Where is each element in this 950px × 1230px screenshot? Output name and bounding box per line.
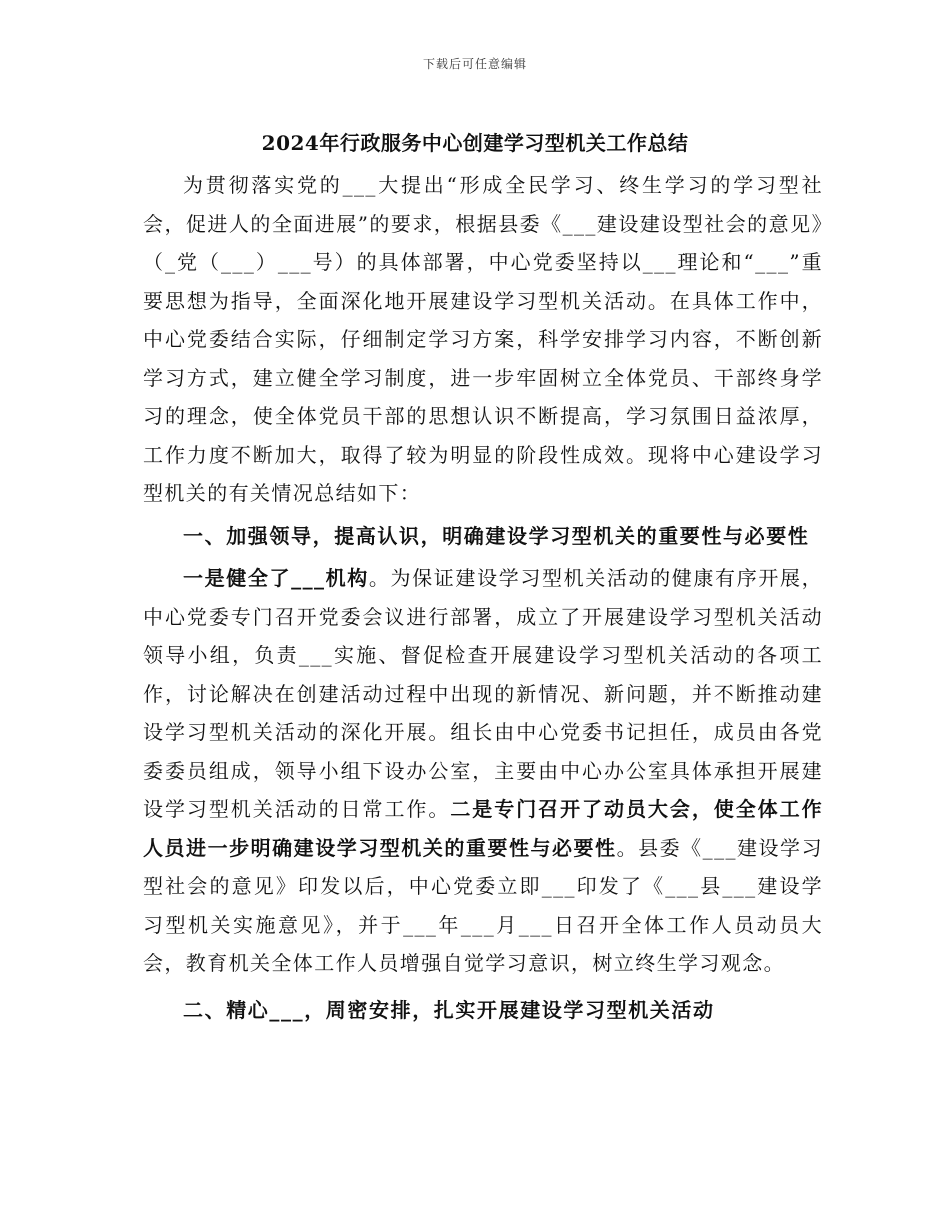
- header-note: 下载后可任意编辑: [422, 57, 527, 71]
- section-1-paragraph: [143, 559, 823, 983]
- body-text-2: 。县委《___建设学习型社会的意见》印发以后，中心党委立即___印发了《___县___建设学习型机关实施意见》，并于___年___月___日召开全体工作人员动员大会，教育机关全体工作人员增强自觉学习意识，树立终生学习观念。: [143, 835, 823, 975]
- section-heading-1: 一、加强领导，提高认识，明确建设学习型机关的重要性与必要性: [183, 523, 810, 548]
- lead-sentence-1: 一是健全了___机构: [183, 566, 369, 590]
- section-heading-2: 二、精心___，周密安排，扎实开展建设学习型机关活动: [183, 997, 715, 1022]
- document-title: 2024年行政服务中心创建学习型机关工作总结: [261, 131, 689, 155]
- body-text-1: 。为保证建设学习型机关活动的健康有序开展，中心党委专门召开党委会议进行部署，成立了开展建设学习型机关活动领导小组，负责___实施、督促检查开展建设学习型机关活动的各项工作，讨论解决在创建活动过程中出现的新情况、新问题，并不断推动建设学习型机关活动的深化开展。组长由中心党委书记担任，成员由各党委委员组成，领导小组下设办公室，主要由中心办公室具体承担开展建设学习型机关活动的日常工作。: [143, 566, 823, 821]
- intro-paragraph: 为贯彻落实党的___大提出“形成全民学习、终生学习的学习型社会，促进人的全面进展”的要求，根据县委《___建设建设型社会的意见》（_党（___）___号）的具体部署，中心党委坚持以___理论和“___”重要思想为指导，全面深化地开展建设学习型机关活动。在具体工作中，中心党委结合实际，仔细制定学习方案，科学安排学习内容，不断创新学习方式，建立健全学习制度，进一步牢固树立全体党员、干部终身学习的理念，使全体党员干部的思想认识不断提高，学习氛围日益浓厚，工作力度不断加大，取得了较为明显的阶段性成效。现将中心建设学习型机关的有关情况总结如下：: [143, 173, 823, 505]
- lead-sentence-2: 二是专门召开了动员大会，使全体工作人员进一步明确建设学习型机关的重要性与必要性: [143, 797, 823, 860]
- document-body: [143, 166, 823, 1029]
